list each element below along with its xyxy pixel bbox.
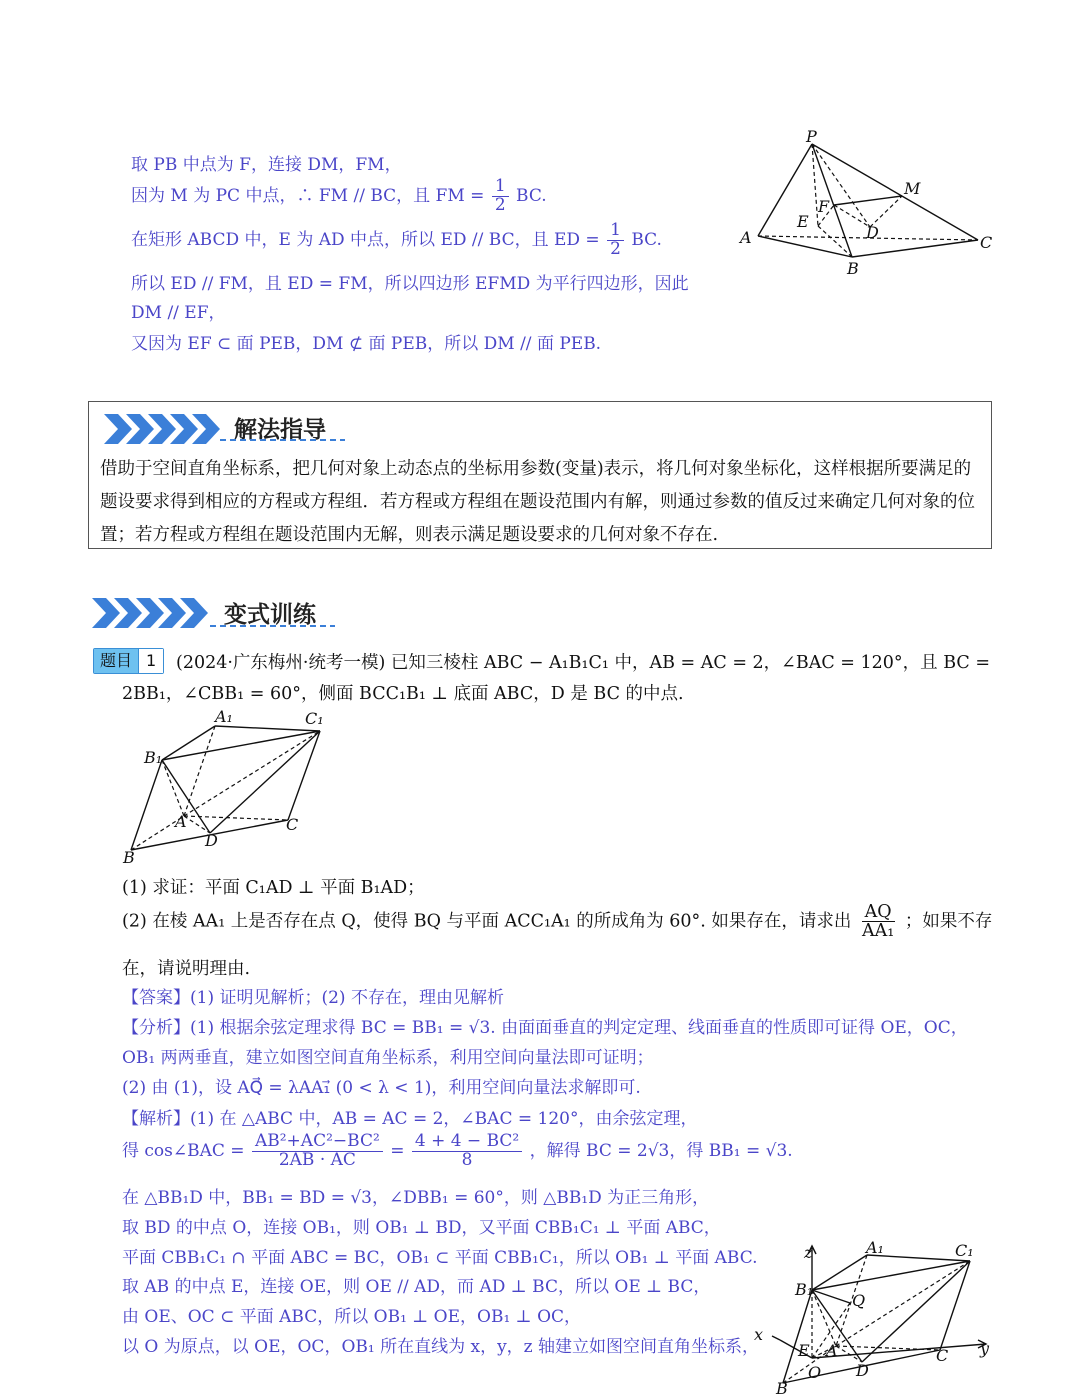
chevron-banner-icon [104,412,226,446]
label-B1: B₁ [144,748,163,767]
solution-line-2 [131,178,547,215]
fraction-substituted [412,1133,522,1170]
solution-step-2 [122,1133,793,1170]
solution-step-4: 取 BD 的中点 O，连接 OB₁，则 OB₁ ⊥ BD，又平面 CBB₁C₁ ⊥ 平面 ABC， [122,1218,721,1238]
practice-title-underline [210,624,335,628]
label-B1: B₁ [795,1280,814,1299]
label-C: C [936,1346,949,1365]
fraction-denominator: 2 [494,194,506,215]
prism-figure [118,706,338,868]
analysis-line-3: (2) 由 (1)，设 AQ⃗ = λAA₁⃗ (0 < λ < 1)，利用空间向量法求解即可. [122,1078,641,1098]
solution-line-3 [131,222,662,259]
label-A: A [175,812,187,831]
solution-line-4: 所以 ED // FM，且 ED = FM，所以四边形 EFMD 为平行四边形，因此 [131,274,689,294]
fraction-denominator: 2AB · AC [278,1149,356,1170]
solution-step-8: 以 O 为原点，以 OE，OC，OB₁ 所在直线为 x，y，z 轴建立如图空间直角坐标系， [122,1337,760,1357]
fraction-numerator: AQ [862,903,895,922]
solution-step-6: 取 AB 的中点 E，连接 OE，则 OE // AD，而 AD ⊥ BC，所以 OE ⊥ BC， [122,1277,711,1297]
label-M: M [904,179,921,198]
label-x-axis: x [754,1325,764,1344]
question-1: (1) 求证：平面 C₁AD ⊥ 平面 B₁AD； [122,878,425,898]
solution-step-1: 【解析】(1) 在 △ABC 中，AB = AC = 2，∠BAC = 120°，由余弦定理， [122,1109,698,1129]
label-O: O [808,1363,822,1382]
guide-text: 借助于空间直角坐标系，把几何对象上动态点的坐标用参数(变量)表示，将几何对象坐标化，这样根据所要满足的题设要求得到相应的方程或方程组．若方程或方程组在题设范围内有解，则通过参数的值反过来确定几何对象的位置；若方程或方程组在题设范围内无解，则表示满足题设要求的几何对象不存在. [100,459,975,545]
question-2-continued: 在，请说明理由. [122,959,251,979]
question-2 [122,903,992,941]
analysis-line-2: OB₁ 两两垂直，建立如图空间直角坐标系，利用空间向量法即可证明； [122,1048,654,1068]
solution-step-5: 平面 CBB₁C₁ ∩ 平面 ABC = BC，OB₁ ⊂ 平面 CBB₁C₁，所以 OB₁ ⊥ 平面 ABC. [122,1248,758,1268]
practice-title: 变式训练 [224,602,316,628]
solution-step-2-tail: ，解得 BC = 2√3，得 BB₁ = √3. [529,1140,793,1161]
guide-title-underline [220,438,345,442]
label-F: F [818,197,830,216]
problem-badge-number: 1 [138,649,163,673]
chevron-banner-icon [92,596,214,630]
fraction-numerator: 1 [492,178,509,197]
label-z-axis: z [804,1243,813,1262]
fraction-denominator: 2 [610,238,621,259]
problem-badge [93,648,164,674]
label-P: P [806,130,817,146]
label-C1: C₁ [305,709,324,728]
answer-line: 【答案】(1) 证明见解析；(2) 不存在，理由见解析 [122,988,504,1008]
label-B: B [123,848,135,867]
label-Q: Q [852,1291,866,1310]
label-D: D [856,1361,869,1380]
fraction-aq-aa1 [859,903,897,941]
solution-line-3-tail: BC. [631,229,662,250]
prism-coordinate-figure [752,1238,1000,1395]
problem-badge-label: 题目 [94,649,138,673]
label-C1: C₁ [955,1241,974,1260]
label-C: C [286,815,299,834]
fraction-numerator: 1 [607,222,624,241]
solution-line-1: 取 PB 中点为 F，连接 DM，FM， [131,155,402,175]
fraction-denominator: 8 [461,1149,473,1170]
solution-step-2-text: 得 cos∠BAC = [122,1140,245,1161]
question-2-text: (2) 在棱 AA₁ 上是否存在点 Q，使得 BQ 与平面 ACC₁A₁ 的所成角为 60°. 如果存在，请求出 [122,911,852,932]
label-A1: A₁ [866,1238,884,1257]
problem-stem-line-2: 2BB₁，∠CBB₁ = 60°，侧面 BCC₁B₁ ⊥ 底面 ABC，D 是 BC 的中点. [122,684,684,704]
label-y-axis: y [980,1339,990,1358]
label-D: D [866,223,879,242]
solution-step-3: 在 △BB₁D 中，BB₁ = BD = √3，∠DBB₁ = 60°，则 △BB₁D 为正三角形， [122,1188,710,1208]
label-E: E [798,1341,810,1360]
label-A: A [740,228,752,247]
problem-stem-line-1: (2024·广东梅州·统考一模) 已知三棱柱 ABC − A₁B₁C₁ 中，AB = AC = 2，∠BAC = 120°，且 BC = [176,653,991,673]
fraction-cosine-law [252,1133,383,1170]
label-A: A [826,1341,838,1360]
solution-line-5: DM // EF， [131,303,226,323]
analysis-line-1: 【分析】(1) 根据余弦定理求得 BC = BB₁ = √3. 由面面垂直的判定定理、线面垂直的性质即可证得 OE，OC， [122,1018,968,1038]
equals-sign: = [390,1140,405,1161]
label-A1: A₁ [215,707,233,726]
fraction-half [492,178,509,215]
question-2-tail: ；如果不存 [904,911,993,932]
fraction-denominator: AA₁ [862,921,895,942]
solution-line-3-text: 在矩形 ABCD 中，E 为 AD 中点，所以 ED // BC，且 ED = [131,229,600,250]
label-B: B [776,1379,788,1395]
solution-line-2-text: 因为 M 为 PC 中点，∴ FM // BC，且 FM = [131,185,485,206]
label-C: C [980,233,993,252]
fraction-half [607,222,624,259]
label-D: D [205,831,218,850]
pyramid-figure [730,130,1010,280]
fraction-numerator: 4 + 4 − BC² [412,1133,522,1152]
solution-line-2-tail: BC. [516,185,547,206]
label-B: B [847,259,859,278]
fraction-numerator: AB²+AC²−BC² [252,1133,383,1152]
label-E: E [797,212,809,231]
solution-line-6: 又因为 EF ⊂ 面 PEB，DM ⊄ 面 PEB，所以 DM // 面 PEB. [131,334,602,354]
solution-step-7: 由 OE、OC ⊂ 平面 ABC，所以 OB₁ ⊥ OE，OB₁ ⊥ OC， [122,1307,582,1327]
guide-title: 解法指导 [234,417,326,443]
